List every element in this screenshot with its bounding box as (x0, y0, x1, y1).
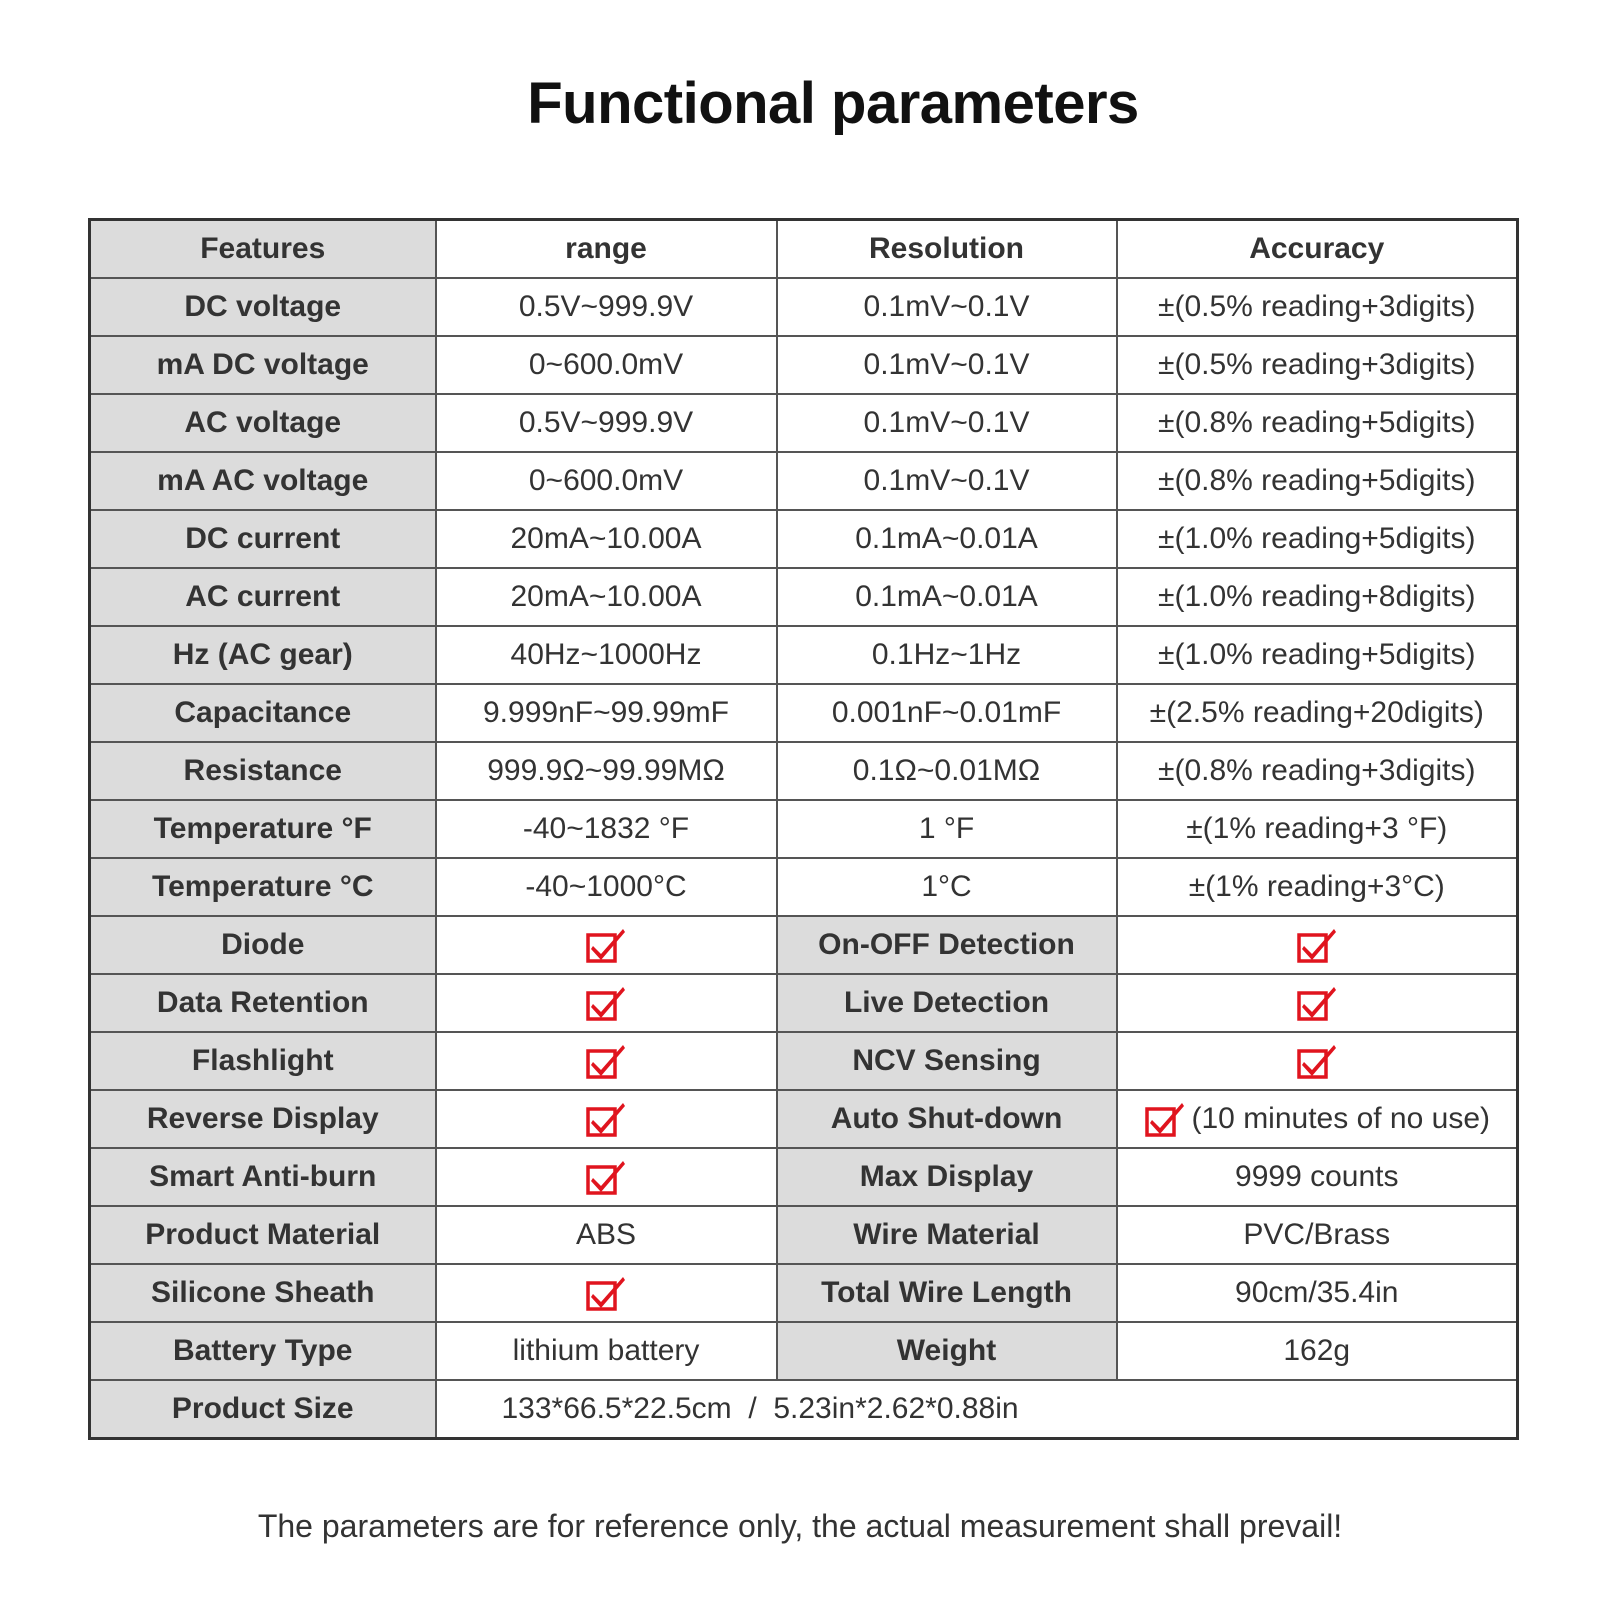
resolution-value: 0.1Ω~0.01MΩ (777, 742, 1117, 800)
feature-label: mA DC voltage (90, 336, 436, 394)
feature-label: DC current (90, 510, 436, 568)
feature-value-text: 162g (1283, 1334, 1351, 1367)
resolution-value: 1°C (777, 858, 1117, 916)
range-value: -40~1832 °F (436, 800, 777, 858)
range-value: -40~1000°C (436, 858, 777, 916)
feature-row (90, 1264, 1518, 1322)
parameters-table-body (90, 220, 1518, 1439)
feature-label: NCV Sensing (777, 1032, 1117, 1090)
feature-value (1117, 1264, 1518, 1322)
feature-row (90, 1032, 1518, 1090)
accuracy-value: ±(1% reading+3 °F) (1117, 800, 1518, 858)
measurement-row (90, 684, 1518, 742)
feature-row (90, 1206, 1518, 1264)
measurement-row (90, 858, 1518, 916)
feature-value (436, 974, 777, 1032)
header-range: range (436, 220, 777, 279)
measurement-row (90, 278, 1518, 336)
accuracy-value: ±(1.0% reading+5digits) (1117, 626, 1518, 684)
parameters-table (88, 218, 1519, 1440)
feature-label: Temperature °F (90, 800, 436, 858)
accuracy-value: ±(1.0% reading+5digits) (1117, 510, 1518, 568)
disclaimer-note: The parameters are for reference only, the actual measurement shall prevail! (257, 1508, 1343, 1544)
resolution-value: 0.1mV~0.1V (777, 278, 1117, 336)
measurement-row (90, 336, 1518, 394)
feature-value-text: (10 minutes of no use) (1191, 1102, 1490, 1135)
feature-value (1117, 1090, 1518, 1148)
feature-label: mA AC voltage (90, 452, 436, 510)
feature-row (90, 974, 1518, 1032)
feature-value (1117, 1148, 1518, 1206)
feature-value (436, 1148, 777, 1206)
checkmark-icon (585, 1042, 627, 1080)
feature-value-text: ABS (575, 1218, 637, 1251)
feature-label: Auto Shut-down (777, 1090, 1117, 1148)
feature-value (436, 1322, 777, 1380)
feature-value (1117, 1032, 1518, 1090)
feature-value (436, 1090, 777, 1148)
accuracy-value: ±(0.8% reading+3digits) (1117, 742, 1518, 800)
checkmark-icon (585, 1100, 627, 1138)
checkmark-icon (585, 984, 627, 1022)
accuracy-value: ±(0.5% reading+3digits) (1117, 336, 1518, 394)
feature-label: Silicone Sheath (90, 1264, 436, 1322)
resolution-value: 0.1mV~0.1V (777, 336, 1117, 394)
feature-value (1117, 974, 1518, 1032)
feature-label: Total Wire Length (777, 1264, 1117, 1322)
feature-label: Wire Material (777, 1206, 1117, 1264)
feature-label: Capacitance (90, 684, 436, 742)
measurement-row (90, 510, 1518, 568)
resolution-value: 0.1Hz~1Hz (777, 626, 1117, 684)
product-size-value: 133*66.5*22.5cm / 5.23in*2.62*0.88in (436, 1380, 1518, 1439)
header-row (90, 220, 1518, 279)
measurement-row (90, 800, 1518, 858)
feature-label: On-OFF Detection (777, 916, 1117, 974)
resolution-value: 1 °F (777, 800, 1117, 858)
header-features: Features (90, 220, 436, 279)
resolution-value: 0.001nF~0.01mF (777, 684, 1117, 742)
header-resolution: Resolution (777, 220, 1117, 279)
feature-label: Data Retention (90, 974, 436, 1032)
range-value: 20mA~10.00A (436, 510, 777, 568)
range-value: 0.5V~999.9V (436, 394, 777, 452)
range-value: 40Hz~1000Hz (436, 626, 777, 684)
feature-value (436, 1032, 777, 1090)
feature-value (436, 1206, 777, 1264)
accuracy-value: ±(0.8% reading+5digits) (1117, 452, 1518, 510)
feature-label: Hz (AC gear) (90, 626, 436, 684)
header-accuracy: Accuracy (1117, 220, 1518, 279)
range-value: 0.5V~999.9V (436, 278, 777, 336)
feature-value (1117, 916, 1518, 974)
checkmark-icon (1296, 984, 1338, 1022)
feature-label: Product Material (90, 1206, 436, 1264)
feature-label: Reverse Display (90, 1090, 436, 1148)
range-value: 0~600.0mV (436, 452, 777, 510)
checkmark-icon (585, 1158, 627, 1196)
resolution-value: 0.1mV~0.1V (777, 452, 1117, 510)
feature-label: Live Detection (777, 974, 1117, 1032)
checkmark-icon (1296, 1042, 1338, 1080)
feature-label: Battery Type (90, 1322, 436, 1380)
feature-row (90, 1322, 1518, 1380)
feature-label: Temperature °C (90, 858, 436, 916)
range-value: 9.999nF~99.99mF (436, 684, 777, 742)
feature-row (90, 916, 1518, 974)
range-value: 999.9Ω~99.99MΩ (436, 742, 777, 800)
checkmark-icon (585, 1274, 627, 1312)
checkmark-icon (585, 926, 627, 964)
accuracy-value: ±(0.5% reading+3digits) (1117, 278, 1518, 336)
measurement-row (90, 452, 1518, 510)
measurement-row (90, 394, 1518, 452)
range-value: 0~600.0mV (436, 336, 777, 394)
accuracy-value: ±(1% reading+3°C) (1117, 858, 1518, 916)
feature-row (90, 1148, 1518, 1206)
resolution-value: 0.1mV~0.1V (777, 394, 1117, 452)
feature-value (436, 916, 777, 974)
feature-row (90, 1090, 1518, 1148)
page-title: Functional parameters (527, 71, 1139, 136)
checkmark-icon (1296, 926, 1338, 964)
range-value: 20mA~10.00A (436, 568, 777, 626)
accuracy-value: ±(1.0% reading+8digits) (1117, 568, 1518, 626)
feature-value-text: 90cm/35.4in (1235, 1276, 1399, 1309)
checkmark-icon (1144, 1100, 1186, 1138)
accuracy-value: ±(0.8% reading+5digits) (1117, 394, 1518, 452)
feature-label: AC current (90, 568, 436, 626)
measurement-row (90, 626, 1518, 684)
resolution-value: 0.1mA~0.01A (777, 510, 1117, 568)
accuracy-value: ±(2.5% reading+20digits) (1117, 684, 1518, 742)
product-size-row (90, 1380, 1518, 1439)
feature-label: Max Display (777, 1148, 1117, 1206)
feature-value-text: 9999 counts (1235, 1160, 1399, 1193)
feature-label: Resistance (90, 742, 436, 800)
resolution-value: 0.1mA~0.01A (777, 568, 1117, 626)
feature-label: Smart Anti-burn (90, 1148, 436, 1206)
feature-label: Weight (777, 1322, 1117, 1380)
measurement-row (90, 742, 1518, 800)
feature-value (436, 1264, 777, 1322)
feature-label: Product Size (90, 1380, 436, 1439)
feature-label: AC voltage (90, 394, 436, 452)
feature-label: Flashlight (90, 1032, 436, 1090)
feature-value (1117, 1322, 1518, 1380)
feature-value (1117, 1206, 1518, 1264)
feature-value-text: lithium battery (512, 1334, 700, 1367)
feature-label: DC voltage (90, 278, 436, 336)
feature-label: Diode (90, 916, 436, 974)
measurement-row (90, 568, 1518, 626)
feature-value-text: PVC/Brass (1243, 1218, 1391, 1251)
